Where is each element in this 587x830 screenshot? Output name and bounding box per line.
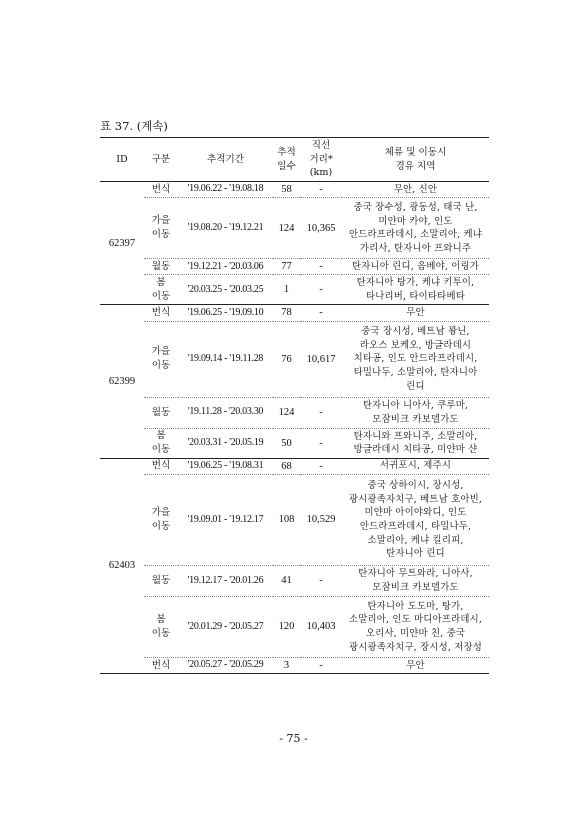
region-text: 탄자니아 린디, 음베야, 이링가: [342, 259, 489, 275]
tracking-period: '19.06.25 - '19.09.10: [178, 305, 273, 321]
region-text: 탄자니아 탕가, 케냐 키투이, 타나리버, 타이타타베타: [356, 277, 475, 302]
region-text: 중국 상하이시, 장시성, 광시광족자치구, 베트남 호아빈, 미얀마 아이야와디, 인도 안드라프라데시, 타밀나두, 소말리아, 케냐 킬리피, 탄자니아 린디: [342, 474, 489, 565]
season-type: 월동: [144, 259, 178, 275]
season-type: 봄 이동: [151, 277, 171, 302]
region-text: 중국 장시성, 베트남 꽝닌, 라오스 보케오, 방글라데시 치타공, 인도 안드라프라데시, 타밀나두, 소말리아, 탄자니아 린디: [342, 321, 489, 397]
season-type: 번식: [144, 182, 178, 198]
straight-distance: -: [300, 397, 342, 428]
tracking-period: '19.08.20 - '19.12.21: [178, 198, 273, 259]
tracking-days: 1: [283, 284, 290, 296]
header-type: 구분: [151, 153, 171, 165]
tracking-days: 78: [273, 305, 300, 321]
table-row: [100, 474, 489, 565]
region-text: 탄자니아 도도마, 탕가, 소말리아, 인도 마디아프라데시, 오리사, 미얀마 친, 중국 광시광족자치구, 장시성, 저장성: [342, 596, 489, 657]
straight-distance: -: [300, 458, 342, 474]
straight-distance: -: [300, 305, 342, 321]
season-type: 가을 이동: [144, 321, 178, 397]
season-type: 가을 이동: [144, 198, 178, 259]
tracking-days: 50: [281, 437, 292, 449]
tracking-days: 3: [283, 659, 290, 671]
tracking-period: '19.11.28 - '20.03.30: [178, 397, 273, 428]
region-text: 중국 장수성, 광동성, 태국 난, 미얀마 카야, 인도 안드라프라데시, 소말리아, 케냐 가리사, 탄자니아 프와니주: [342, 198, 489, 259]
table-row: [100, 321, 489, 397]
region-text: 서귀포시, 제주시: [342, 458, 489, 474]
tracking-days: 68: [273, 458, 300, 474]
bird-id: 62399: [108, 375, 136, 387]
tracking-days: 77: [273, 259, 300, 275]
table-row: [100, 657, 489, 673]
tracking-period: '19.12.17 - '20.01.26: [178, 565, 273, 596]
table-row: [100, 596, 489, 657]
tracking-period: '19.09.14 - '19.11.28: [178, 321, 273, 397]
tracking-period: '20.05.27 - '20.05.29: [187, 659, 264, 671]
tracking-period: '19.06.22 - '19.08.18: [178, 182, 273, 198]
tracking-days: 76: [273, 321, 300, 397]
region-text: 탄자니아 무트와라, 니아사, 모잠비크 카보델가도: [342, 565, 489, 596]
header-days: 추적 일수: [277, 146, 296, 172]
table-row: [100, 182, 489, 198]
region-text: 탄자니와 프와니주, 소말리아, 방글라데시 치타공, 미얀마 샨: [353, 430, 478, 456]
table-row: [100, 397, 489, 428]
tracking-table: [100, 137, 489, 674]
season-type: 번식: [144, 305, 178, 321]
season-type: 월동: [144, 397, 178, 428]
region-text: 무안: [406, 659, 425, 671]
table-caption: 표 37. (계속): [100, 119, 168, 133]
season-type: 번식: [144, 458, 178, 474]
tracking-days: 120: [273, 596, 300, 657]
header-region: 체류 및 이동시 경유 지역: [384, 146, 447, 172]
straight-distance: -: [300, 259, 342, 275]
table-row: [100, 275, 489, 305]
tracking-period: '19.06.25 - '19.08.31: [178, 458, 273, 474]
tracking-period: '20.03.25 - '20.03.25: [187, 283, 264, 295]
region-text: 무안: [342, 305, 489, 321]
season-type: 가을 이동: [144, 474, 178, 565]
season-type: 봄 이동: [144, 596, 178, 657]
table-row: [100, 565, 489, 596]
tracking-days: 124: [273, 198, 300, 259]
straight-distance: -: [319, 437, 323, 449]
tracking-period: '19.12.21 - '20.03.06: [178, 259, 273, 275]
table-row: [100, 198, 489, 259]
region-text: 무안, 신안: [342, 182, 489, 198]
table-row: [100, 428, 489, 458]
tracking-period: '19.09.01 - '19.12.17: [178, 474, 273, 565]
header-period: 추적기간: [206, 153, 245, 165]
tracking-period: '20.03.31 - '20.05.19: [187, 436, 264, 448]
header-id: ID: [116, 153, 128, 165]
straight-distance: -: [319, 659, 323, 671]
bird-id: 62397: [108, 237, 136, 249]
bird-id: 62403: [108, 560, 136, 572]
tracking-days: 58: [273, 182, 300, 198]
straight-distance: -: [300, 565, 342, 596]
straight-distance: -: [319, 284, 323, 296]
region-text: 탄자니아 니아사, 쿠루마, 모잠비크 카보델가도: [342, 397, 489, 428]
page-number: - 75 -: [279, 732, 308, 745]
straight-distance: 10,365: [300, 198, 342, 259]
season-type: 번식: [151, 659, 171, 671]
table-row: [100, 305, 489, 321]
straight-distance: 10,617: [300, 321, 342, 397]
straight-distance: 10,529: [300, 474, 342, 565]
group-62403: [100, 458, 489, 673]
table-row: [100, 259, 489, 275]
straight-distance: -: [300, 182, 342, 198]
tracking-days: 41: [273, 565, 300, 596]
season-type: 봄 이동: [151, 430, 171, 456]
group-62397: [100, 182, 489, 305]
season-type: 월동: [144, 565, 178, 596]
header-distance: 직선 거리* (km): [309, 139, 333, 179]
tracking-days: 124: [273, 397, 300, 428]
tracking-days: 108: [273, 474, 300, 565]
table-row: [100, 458, 489, 474]
tracking-period: '20.01.29 - '20.05.27: [178, 596, 273, 657]
group-62399: [100, 305, 489, 458]
header-row: [100, 138, 489, 182]
straight-distance: 10,403: [300, 596, 342, 657]
